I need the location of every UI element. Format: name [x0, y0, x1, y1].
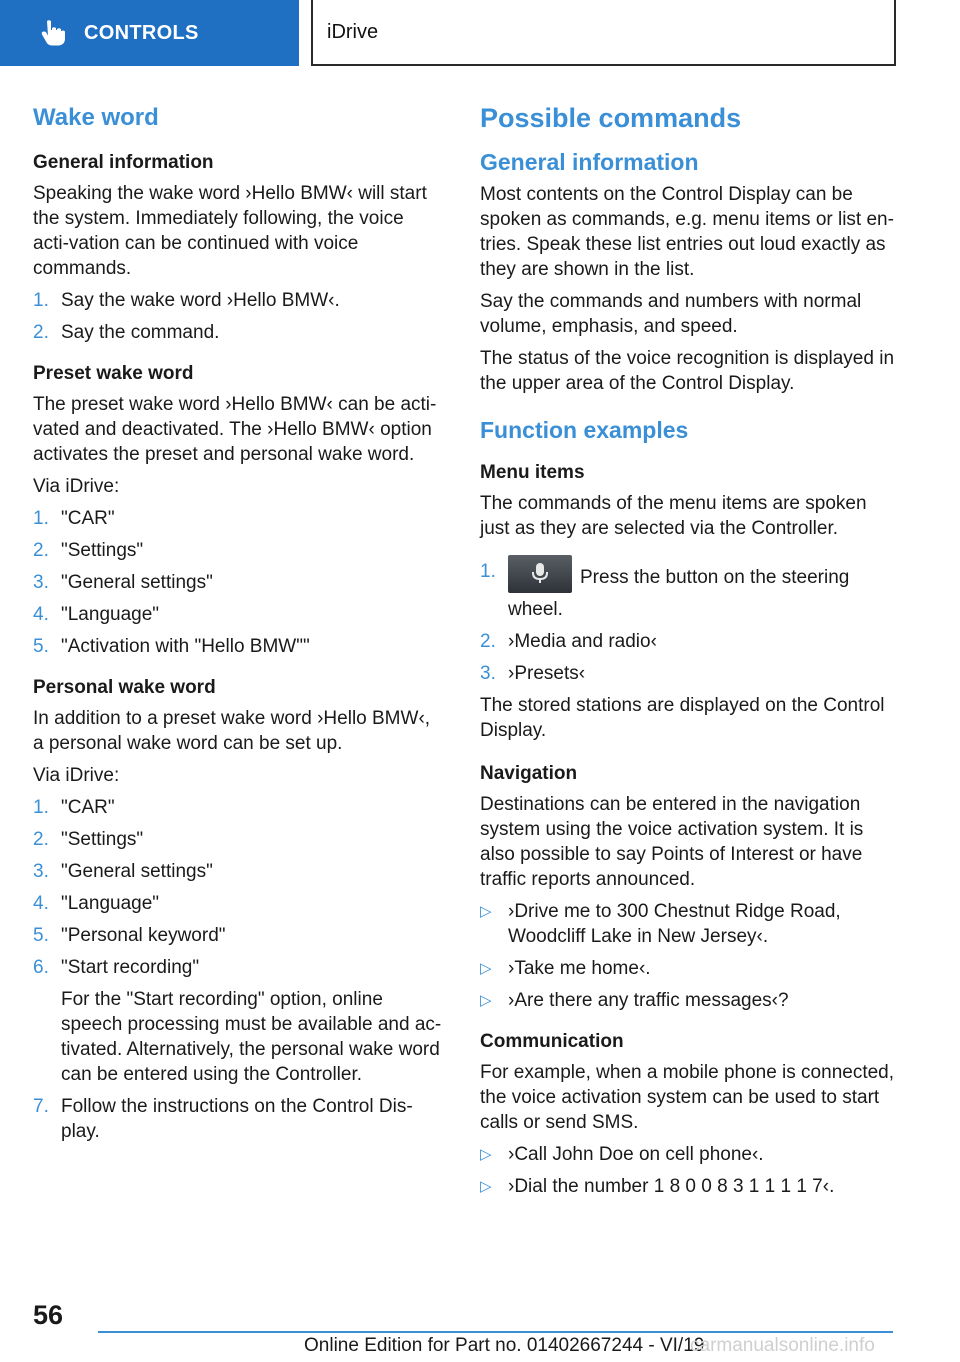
personal-steps [33, 795, 443, 1144]
step-text: Follow the instructions on the Control Dis-play. [61, 1096, 413, 1142]
step-text: "Language" [61, 604, 160, 625]
step-number: 6. [33, 957, 49, 978]
triangle-right-icon: ▷ [480, 1146, 492, 1163]
triangle-right-icon: ▷ [480, 1178, 492, 1195]
triangle-right-icon: ▷ [480, 960, 492, 977]
step-text: ›Presets‹ [508, 663, 586, 684]
preset-steps [33, 506, 443, 659]
list-item [480, 629, 900, 654]
list-item [480, 1174, 900, 1199]
step-number: 5. [33, 636, 49, 657]
general-steps [33, 288, 443, 345]
list-item [33, 827, 443, 852]
general-info-text: Speaking the wake word ›Hello BMW‹ will start the system. Immediately following, the voice acti-vation can be continued with voice commands. [33, 183, 427, 279]
list-item [480, 661, 900, 686]
menu-after-text: The stored stations are displayed on the Control Display. [480, 695, 885, 741]
list-item [33, 320, 443, 345]
general-p1: Most contents on the Control Display can be spoken as commands, e.g. menu items or list en-tries. Speak these list entries out loud exactly as they are shown in the list. [480, 184, 894, 280]
section-label: CONTROLS [84, 21, 199, 44]
personal-via: Via iDrive: [33, 765, 120, 786]
voice-button-image [508, 555, 572, 593]
communication-text: For example, when a mobile phone is connected, the voice activation system can be used to start calls or send SMS. [480, 1062, 895, 1133]
bullet-text: ›Drive me to 300 Chestnut Ridge Road, Woodcliff Lake in New Jersey‹. [508, 901, 841, 947]
list-item [33, 288, 443, 313]
list-item [33, 859, 443, 884]
list-item [33, 1094, 443, 1144]
step-text: "Start recording" [61, 957, 200, 978]
step-number: 4. [33, 604, 49, 625]
list-item [480, 1142, 900, 1167]
microphone-icon [531, 563, 549, 585]
personal-heading: Personal wake word [33, 677, 216, 698]
general-info-heading: General information [33, 152, 214, 173]
bullet-text: ›Are there any traffic messages‹? [508, 990, 789, 1011]
list-item [33, 795, 443, 820]
personal-text: In addition to a preset wake word ›Hello BMW‹, a personal wake word can be set up. [33, 708, 431, 754]
step-note: For the "Start recording" option, online speech processing must be available and ac-tivated. Alternatively, the personal wake word can be entered using the Controller. [61, 989, 442, 1085]
step-number: 3. [33, 572, 49, 593]
navigation-text: Destinations can be entered in the navigation system using the voice activation system. It is also possible to say Points of Interest or have traffic reports announced. [480, 794, 864, 890]
preset-heading: Preset wake word [33, 363, 194, 384]
step-text: "General settings" [61, 572, 213, 593]
preset-via: Via iDrive: [33, 476, 120, 497]
watermark: carmanualsonline.info [690, 1335, 875, 1356]
triangle-right-icon: ▷ [480, 992, 492, 1009]
possible-commands-title: Possible commands [480, 103, 742, 133]
menu-items-heading: Menu items [480, 462, 585, 483]
page-number: 56 [33, 1300, 64, 1330]
function-examples-heading: Function examples [480, 417, 689, 443]
list-item [33, 570, 443, 595]
bullet-text: ›Dial the number 1 8 0 0 8 3 1 1 1 1 7‹. [508, 1176, 835, 1197]
list-item [33, 506, 443, 531]
step-text: Say the command. [61, 322, 220, 343]
list-item [480, 899, 900, 949]
page-header [0, 0, 960, 66]
footer-divider [98, 1331, 893, 1333]
step-text: "Settings" [61, 829, 144, 850]
pointing-hand-icon [38, 18, 68, 48]
general-info-heading: General information [480, 149, 699, 175]
wake-word-title: Wake word [33, 104, 159, 131]
chapter-box [311, 0, 896, 66]
list-item [33, 955, 443, 1087]
navigation-heading: Navigation [480, 763, 578, 784]
communication-bullets [480, 1142, 900, 1199]
step-text: "CAR" [61, 508, 115, 529]
step-text: Press the button on the steering wheel. [508, 567, 850, 620]
step-number: 1. [33, 508, 49, 529]
step-number: 5. [33, 925, 49, 946]
edition-text: Online Edition for Part no. 01402667244 - VI/19 [304, 1335, 705, 1356]
step-text: "CAR" [61, 797, 115, 818]
list-item [33, 602, 443, 627]
step-text: "Personal keyword" [61, 925, 226, 946]
list-item [33, 538, 443, 563]
list-item [480, 988, 900, 1013]
step-number: 3. [480, 663, 496, 684]
list-item [33, 923, 443, 948]
section-tab [0, 0, 299, 66]
left-column [33, 100, 443, 1160]
menu-steps [480, 559, 900, 686]
bullet-text: ›Call John Doe on cell phone‹. [508, 1144, 764, 1165]
general-p3: The status of the voice recognition is displayed in the upper area of the Control Display. [480, 348, 895, 394]
list-item [33, 634, 443, 659]
step-number: 3. [33, 861, 49, 882]
step-number: 7. [33, 1096, 49, 1117]
step-number: 2. [33, 829, 49, 850]
step-number: 2. [33, 540, 49, 561]
triangle-right-icon: ▷ [480, 903, 492, 920]
step-number: 4. [33, 893, 49, 914]
communication-heading: Communication [480, 1031, 624, 1052]
list-item [480, 956, 900, 981]
step-number: 1. [33, 797, 49, 818]
menu-items-text: The commands of the menu items are spoken just as they are selected via the Controller. [480, 493, 867, 539]
step-text: "Settings" [61, 540, 144, 561]
step-number: 2. [33, 322, 49, 343]
step-number: 2. [480, 631, 496, 652]
list-item [480, 559, 900, 622]
general-p2: Say the commands and numbers with normal volume, emphasis, and speed. [480, 291, 862, 337]
step-number: 1. [480, 561, 496, 582]
step-text: "General settings" [61, 861, 213, 882]
step-text: Say the wake word ›Hello BMW‹. [61, 290, 340, 311]
step-text: "Activation with "Hello BMW"" [61, 636, 310, 657]
step-number: 1. [33, 290, 49, 311]
right-column [480, 100, 900, 1215]
step-text: ›Media and radio‹ [508, 631, 657, 652]
bullet-text: ›Take me home‹. [508, 958, 651, 979]
chapter-label: iDrive [327, 20, 379, 43]
step-text: "Language" [61, 893, 160, 914]
preset-text: The preset wake word ›Hello BMW‹ can be acti-vated and deactivated. The ›Hello BMW‹ option activates the preset and personal wake word. [33, 394, 437, 465]
navigation-bullets [480, 899, 900, 1013]
list-item [33, 891, 443, 916]
